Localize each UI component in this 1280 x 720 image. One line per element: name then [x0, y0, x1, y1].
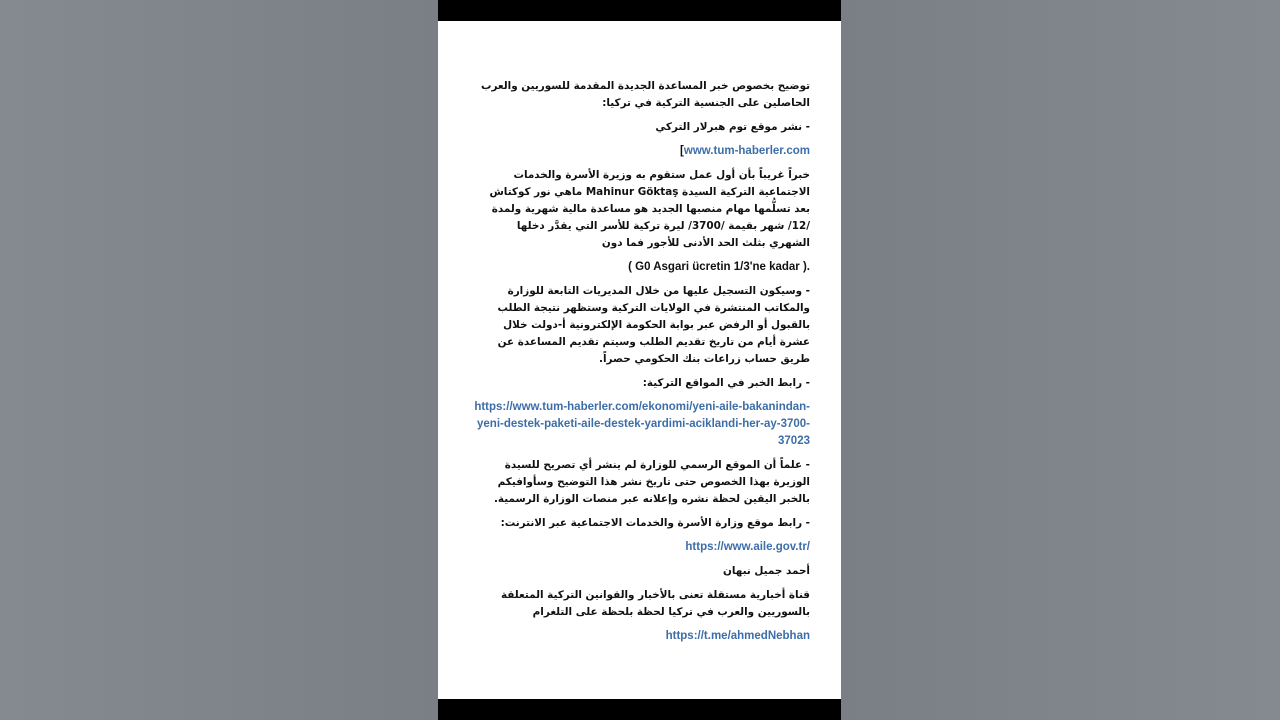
- document-heading: توضيح بخصوص خبر المساعدة الجديدة المقدمة للسوريين والعرب الحاصلين على الجنسية التركية في تركيا:: [481, 80, 810, 109]
- news-link-label: - رابط الخبر في المواقع التركية:: [642, 377, 810, 389]
- author-name: أحمد جميل نبهان: [723, 565, 810, 577]
- source-url-link[interactable]: www.tum-haberler.com: [683, 145, 810, 157]
- telegram-url-text[interactable]: https://t.me/ahmedNebhan: [665, 630, 810, 642]
- document-page: [438, 21, 841, 699]
- ministry-url-text[interactable]: https://www.aile.gov.tr/: [685, 541, 810, 553]
- source-line: - نشر موقع توم هبرلار التركي: [655, 121, 810, 133]
- paragraph-1: خبراً غريباً بأن أول عمل ستقوم به وزيرة الأسرة والخدمات الاجتماعية التركية السيدة Mahinur Göktaş ماهي نور كوكتاش بعد تسلُّمها مهام منصبها الجديد هو مساعدة مالية شهرية ولمدة /12/ شهر بقيمة /3700/ ليرة تركية للأسر التي يقدَّر دخلها الشهري بثلث الحد الأدنى للأجور فما دون: [489, 169, 810, 249]
- paragraph-2: - وسيكون التسجيل عليها من خلال المديريات التابعة للوزارة والمكاتب المنتشرة في الولايات التركية وستظهر نتيجة الطلب بالقبول أو الرفض عبر بوابة الحكومة الإلكترونية أ-دولت خلال عشرة أيام من تاريخ تقديم الطلب وسيتم تقديم المساعدة عن طريق حساب زراعات بنك الحكومي حصراً.: [497, 285, 810, 365]
- telegram-url-link[interactable]: [474, 628, 810, 645]
- source-link-line: [474, 143, 810, 160]
- turkish-note-text: ( G0 Asgari ücretin 1/3'ne kadar ).: [628, 261, 810, 273]
- channel-description: قناة أخبارية مستقلة تعنى بالأخبار والقوانين التركية المتعلقة بالسوريين والعرب في تركيا لحظة بلحظة على التلغرام: [500, 589, 810, 618]
- paragraph-3: - علماً أن الموقع الرسمي للوزارة لم ينشر أي تصريح للسيدة الوزيرة بهذا الخصوص حتى تاريخ نشر هذا التوضيح وسأوافيكم بالخبر اليقين لحظة نشره وإعلانه عبر منصات الوزارة الرسمية.: [493, 459, 810, 505]
- source-bracket: [: [680, 145, 684, 157]
- blurred-background-left: [0, 0, 438, 720]
- ministry-link-label: - رابط موقع وزارة الأسرة والخدمات الاجتماعية عبر الانترنت:: [500, 517, 810, 529]
- ministry-url-link[interactable]: [474, 539, 810, 556]
- document-content: [474, 78, 810, 652]
- blurred-background-right: [841, 0, 1280, 720]
- turkish-note: [474, 259, 810, 276]
- news-url-link[interactable]: https://www.tum-haberler.com/ekonomi/yeni-aile-bakanindan-yeni-destek-paketi-aile-destek-yardimi-aciklandi-her-ay-3700-37023: [474, 401, 810, 447]
